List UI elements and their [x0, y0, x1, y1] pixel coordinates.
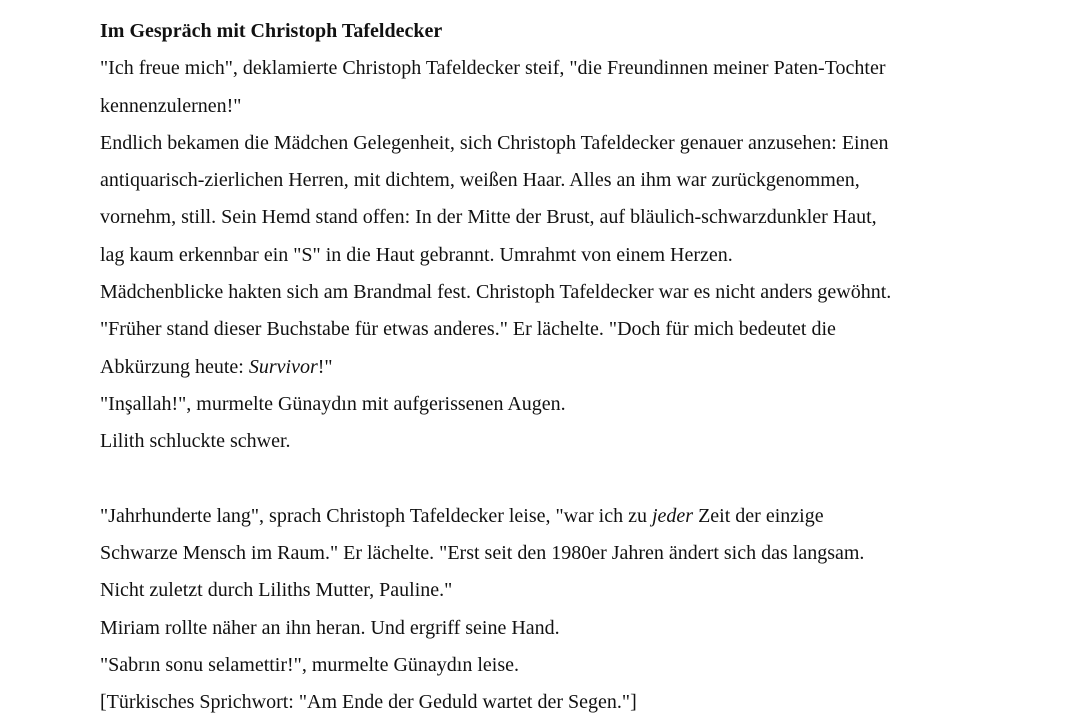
- text-line: kennenzulernen!": [100, 94, 242, 117]
- text-line: "Ich freue mich", deklamierte Christoph Tafeldecker steif, "die Freundinnen meiner Paten-Tochter: [100, 57, 886, 80]
- text-line: Lilith schluckte schwer.: [100, 430, 291, 453]
- emphasis-text: Survivor: [248, 355, 318, 378]
- text-span: Abkürzung heute:: [100, 355, 249, 378]
- text-line: vornehm, still. Sein Hemd stand offen: In der Mitte der Brust, auf bläulich-schwarzdunkler Haut,: [100, 206, 877, 229]
- text-line: Miriam rollte näher an ihn heran. Und ergriff seine Hand.: [100, 616, 560, 639]
- text-line: antiquarisch-zierlichen Herren, mit dichtem, weißen Haar. Alles an ihm war zurückgenommen,: [100, 169, 860, 192]
- text-line: [Türkisches Sprichwort: "Am Ende der Geduld wartet der Segen."]: [100, 691, 637, 714]
- text-line: Nicht zuletzt durch Liliths Mutter, Pauline.": [100, 579, 453, 602]
- text-line: Endlich bekamen die Mädchen Gelegenheit, sich Christoph Tafeldecker genauer anzusehen: Einen: [100, 131, 889, 154]
- document-title: Im Gespräch mit Christoph Tafeldecker: [100, 20, 443, 42]
- text-line: "Inşallah!", murmelte Günaydın mit aufgerissenen Augen.: [100, 392, 566, 415]
- text-span: "Jahrhunderte lang", sprach Christoph Tafeldecker leise, "war ich zu: [100, 504, 652, 527]
- document-body: [100, 13, 1040, 722]
- text-line: [100, 349, 1040, 386]
- paragraph-2: [100, 498, 1040, 722]
- text-line: lag kaum erkennbar ein "S" in die Haut gebrannt. Umrahmt von einem Herzen.: [100, 243, 733, 266]
- text-line: "Früher stand dieser Buchstabe für etwas anderes." Er lächelte. "Doch für mich bedeutet die: [100, 318, 836, 341]
- text-line: [100, 498, 1040, 535]
- paragraph-1: [100, 50, 1040, 460]
- text-line: Mädchenblicke hakten sich am Brandmal fest. Christoph Tafeldecker war es nicht anders gewöhnt.: [100, 281, 892, 304]
- text-line: "Sabrın sonu selamettir!", murmelte Günaydın leise.: [100, 654, 520, 677]
- text-line: Schwarze Mensch im Raum." Er lächelte. "Erst seit den 1980er Jahren ändert sich das langsam.: [100, 542, 865, 565]
- text-span: Zeit der einzige: [693, 504, 824, 527]
- emphasis-text: jeder: [651, 504, 694, 527]
- text-span: !": [317, 355, 333, 378]
- paragraph-spacer: [100, 461, 1040, 498]
